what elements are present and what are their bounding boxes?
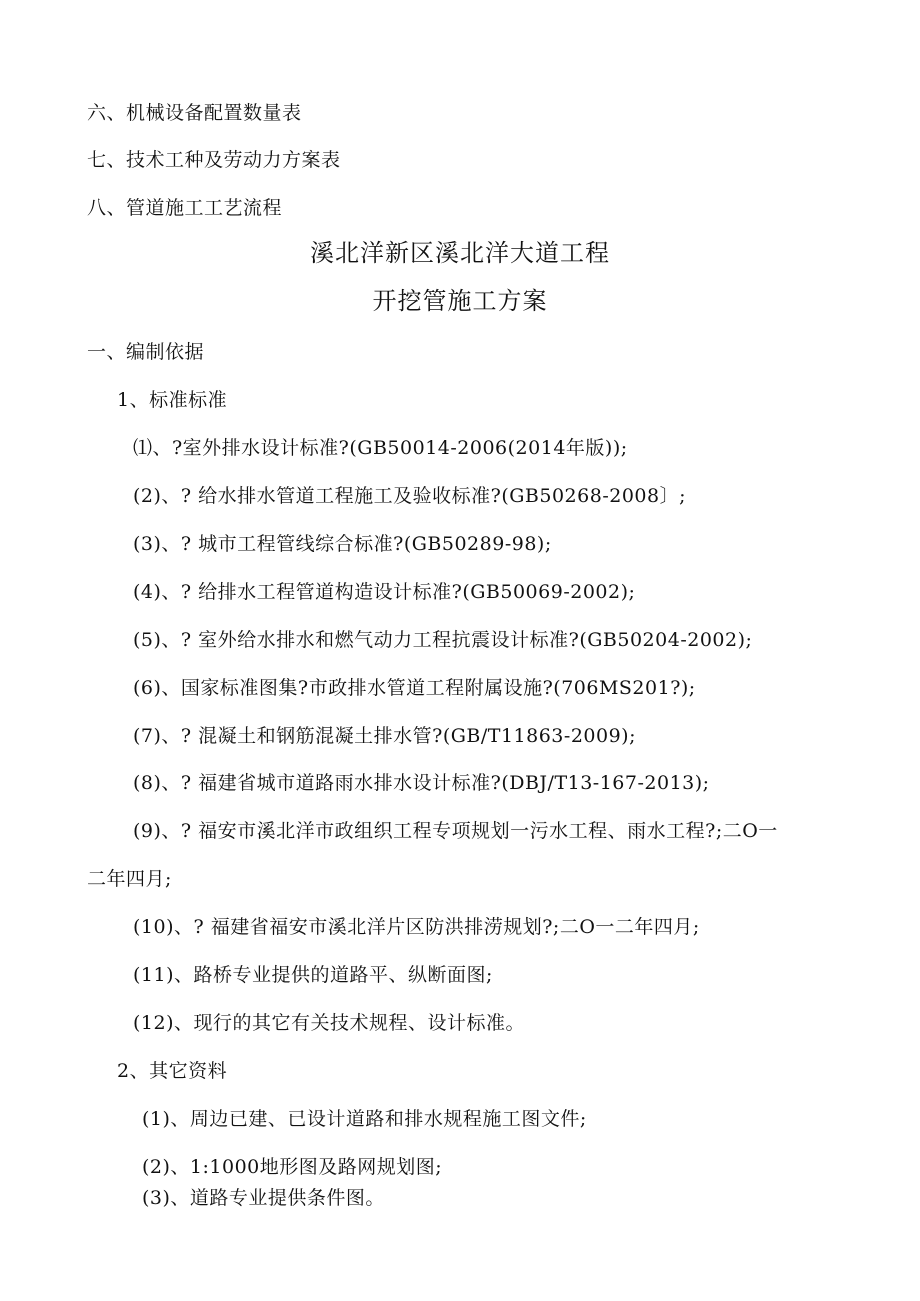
document-title-line1: 溪北洋新区溪北洋大道工程 <box>310 239 610 267</box>
list-item: (5)、? 室外给水排水和燃气动力工程抗震设计标准?(GB50204-2002); <box>133 629 753 651</box>
list-item-continuation: 二年四月; <box>87 868 172 890</box>
list-item: (1)、周边已建、已设计道路和排水规程施工图文件; <box>142 1108 587 1130</box>
toc-item-7: 七、技术工种及劳动力方案表 <box>87 149 341 171</box>
section-heading: 一、编制依据 <box>87 341 205 363</box>
list-item: (2)、? 给水排水管道工程施工及验收标准?(GB50268-2008〕; <box>133 485 686 507</box>
subsection-heading: 2、其它资料 <box>117 1060 228 1082</box>
list-item: (12)、现行的其它有关技术规程、设计标准。 <box>133 1012 526 1034</box>
list-item: (11)、路桥专业提供的道路平、纵断面图; <box>133 964 493 986</box>
subsection-heading: 1、标准标准 <box>117 389 228 411</box>
document-title-line2: 开挖管施工方案 <box>372 287 548 315</box>
list-item: (7)、? 混凝土和钢筋混凝土排水管?(GB/T11863-2009); <box>133 725 636 747</box>
list-item: (4)、? 给排水工程管道构造设计标准?(GB50069-2002); <box>133 581 636 603</box>
toc-item-8: 八、管道施工工艺流程 <box>87 197 283 219</box>
toc-item-6: 六、机械设备配置数量表 <box>87 102 302 124</box>
list-item: (2)、1:1000地形图及路网规划图; <box>142 1156 443 1178</box>
list-item: (6)、国家标准图集?市政排水管道工程附属设施?(706MS201?); <box>133 677 696 699</box>
list-item: (3)、道路专业提供条件图。 <box>142 1187 385 1209</box>
list-item: (10)、? 福建省福安市溪北洋片区防洪排涝规划?;二O一二年四月; <box>133 916 700 938</box>
list-item: (3)、? 城市工程管线综合标准?(GB50289-98); <box>133 533 552 555</box>
list-item: (9)、? 福安市溪北洋市政组织工程专项规划一污水工程、雨水工程?;二O一 <box>133 820 778 842</box>
list-item: (8)、? 福建省城市道路雨水排水设计标准?(DBJ/T13-167-2013); <box>133 772 710 794</box>
list-item: ⑴、?室外排水设计标准?(GB50014-2006(2014年版)); <box>133 437 628 459</box>
